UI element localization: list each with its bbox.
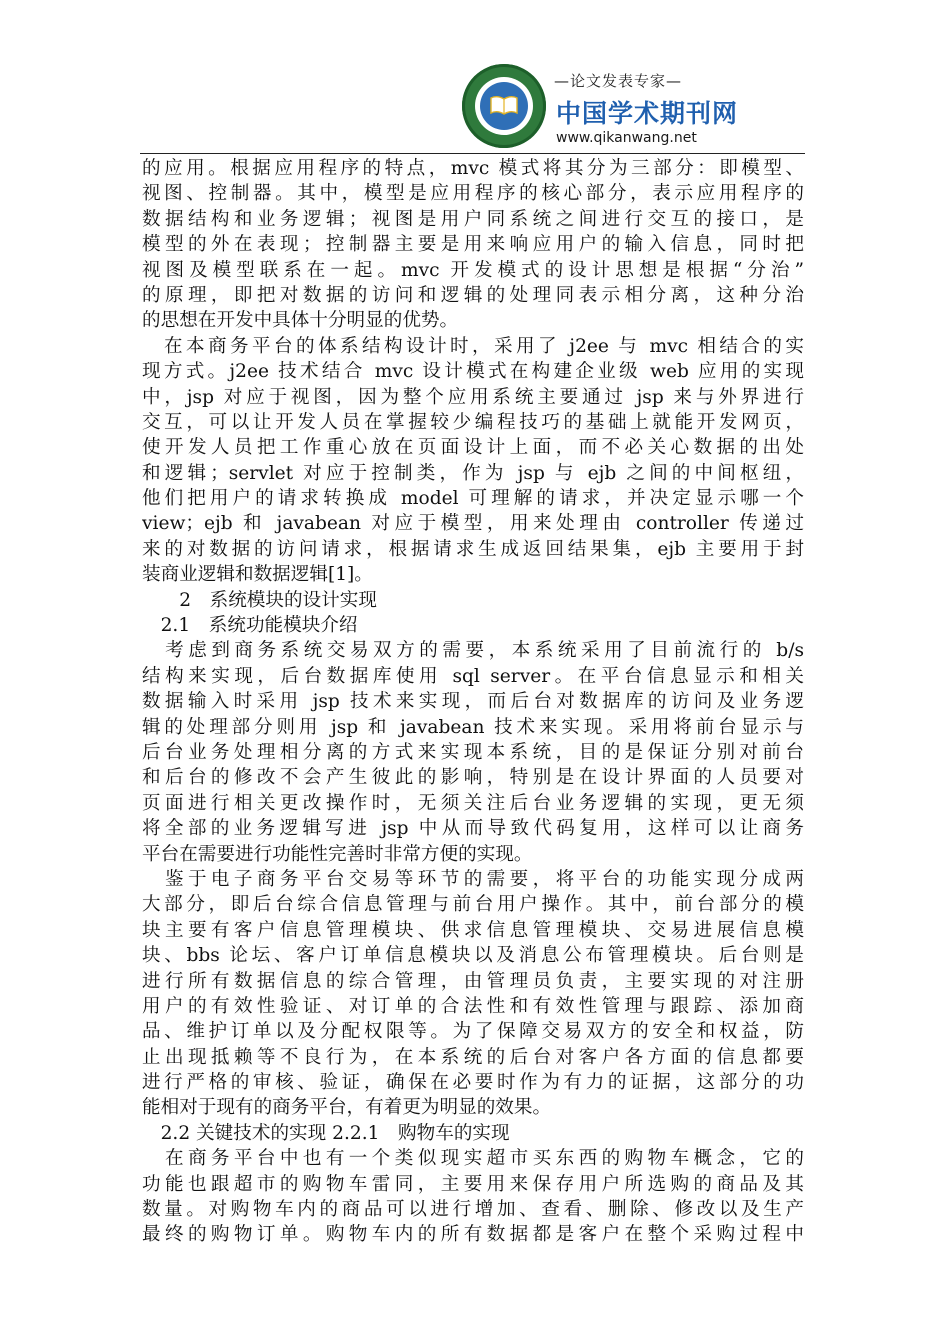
text-line: view；ejb 和 javabean 对应于模型，用来处理由 controller 传递过: [142, 513, 804, 535]
site-logo-header: [458, 62, 798, 158]
text-line: 平台在需要进行功能性完善时非常方便的实现。: [142, 843, 533, 865]
text-line: 进行所有数据信息的综合管理，由管理员负责，主要实现的对注册: [142, 970, 804, 992]
text-line: 使开发人员把工作重心放在页面设计上面，而不必关心数据的出处: [142, 437, 804, 459]
section-heading-line: 2 系统模块的设计实现: [142, 589, 377, 611]
text-line: 鉴于电子商务平台交易等环节的需要，将平台的功能实现分成两: [142, 868, 804, 890]
text-line: 将全部的业务逻辑写进 jsp 中从而导致代码复用，这样可以让商务: [142, 818, 804, 840]
text-line: 考虑到商务系统交易双方的需要，本系统采用了目前流行的 b/s: [142, 640, 804, 662]
text-line: 用户的有效性验证、对订单的合法性和有效性管理与跟踪、添加商: [142, 995, 804, 1017]
text-line: 能相对于现有的商务平台，有着更为明显的效果。: [142, 1097, 552, 1119]
text-line: 在本商务平台的体系结构设计时，采用了 j2ee 与 mvc 相结合的实: [142, 335, 804, 357]
text-line: 中，jsp 对应于视图，因为整个应用系统主要通过 jsp 来与外界进行: [142, 386, 804, 408]
text-line: 后台业务处理相分离的方式来实现本系统，目的是保证分别对前台: [142, 741, 804, 763]
text-line: 现方式。j2ee 技术结合 mvc 设计模式在构建企业级 web 应用的实现: [142, 361, 804, 383]
open-book-icon: [490, 95, 518, 115]
text-line: 视图、控制器。其中，模型是应用程序的核心部分，表示应用程序的: [142, 183, 804, 205]
text-line: 的原理，即把对数据的访问和逻辑的处理同表示相分离，这种分治: [142, 284, 804, 306]
text-line: 页面进行相关更改操作时，无须关注后台业务逻辑的实现，更无须: [142, 792, 804, 814]
text-line: 结构来实现，后台数据库使用 sql server。在平台信息显示和相关: [142, 665, 804, 687]
text-line: 数据输入时采用 jsp 技术来实现，而后台对数据库的访问及业务逻: [142, 691, 804, 713]
text-line: 视图及模型联系在一起。mvc 开发模式的设计思想是根据“分治”: [142, 259, 804, 281]
logo-slogan: —论文发表专家—: [554, 72, 683, 90]
text-line: 和逻辑；servlet 对应于控制类，作为 jsp 与 ejb 之间的中间枢纽，: [142, 462, 804, 484]
text-line: 止出现抵赖等不良行为，在本系统的后台对客户各方面的信息都要: [142, 1046, 804, 1068]
logo-seal-icon: [462, 64, 546, 148]
header-divider: [140, 153, 805, 154]
text-line: 的思想在开发中具体十分明显的优势。: [142, 310, 459, 332]
text-line: 进行严格的审核、验证，确保在必要时作为有力的证据，这部分的功: [142, 1072, 804, 1094]
text-line: 来的对数据的访问请求，根据请求生成返回结果集，ejb 主要用于封: [142, 538, 804, 560]
text-line: 大部分，即后台综合信息管理与前台用户操作。其中，前台部分的模: [142, 894, 804, 916]
text-line: 他们把用户的请求转换成 model 可理解的请求，并决定显示哪一个: [142, 488, 804, 510]
text-line: 功能也跟超市的购物车雷同，主要用来保存用户所选购的商品及其: [142, 1173, 804, 1195]
text-line: 和后台的修改不会产生彼此的影响，特别是在设计界面的人员要对: [142, 767, 804, 789]
text-line: 品、维护订单以及分配权限等。为了保障交易双方的安全和权益，防: [142, 1021, 804, 1043]
brand-name: 中国学术期刊网: [556, 99, 739, 128]
brand-url: www.qikanwang.net: [556, 130, 697, 146]
text-line: 交互，可以让开发人员在掌握较少编程技巧的基础上就能开发网页，: [142, 411, 804, 433]
text-line: 在商务平台中也有一个类似现实超市买东西的购物车概念，它的: [142, 1148, 804, 1170]
section-heading-line: 2.1 系统功能模块介绍: [142, 615, 358, 637]
section-heading-line: 2.2 关键技术的实现 2.2.1 购物车的实现: [142, 1122, 510, 1144]
text-line: 数量。对购物车内的商品可以进行增加、查看、删除、修改以及生产: [142, 1199, 804, 1221]
text-line: 数据结构和业务逻辑；视图是用户同系统之间进行交互的接口，是: [142, 208, 804, 230]
text-line: 装商业逻辑和数据逻辑[1]。: [142, 564, 373, 586]
text-line: 辑的处理部分则用 jsp 和 javabean 技术来实现。采用将前台显示与: [142, 716, 804, 738]
text-line: 的应用。根据应用程序的特点，mvc 模式将其分为三部分：即模型、: [142, 158, 804, 179]
text-line: 最终的购物订单。购物车内的所有数据都是客户在整个采购过程中: [142, 1224, 804, 1246]
article-body: [142, 156, 804, 1248]
text-line: 块、bbs 论坛、客户订单信息模块以及消息公布管理模块。后台则是: [142, 945, 804, 967]
text-line: 块主要有客户信息管理模块、供求信息管理模块、交易进展信息模: [142, 919, 804, 941]
text-line: 模型的外在表现；控制器主要是用来响应用户的输入信息，同时把: [142, 234, 804, 256]
